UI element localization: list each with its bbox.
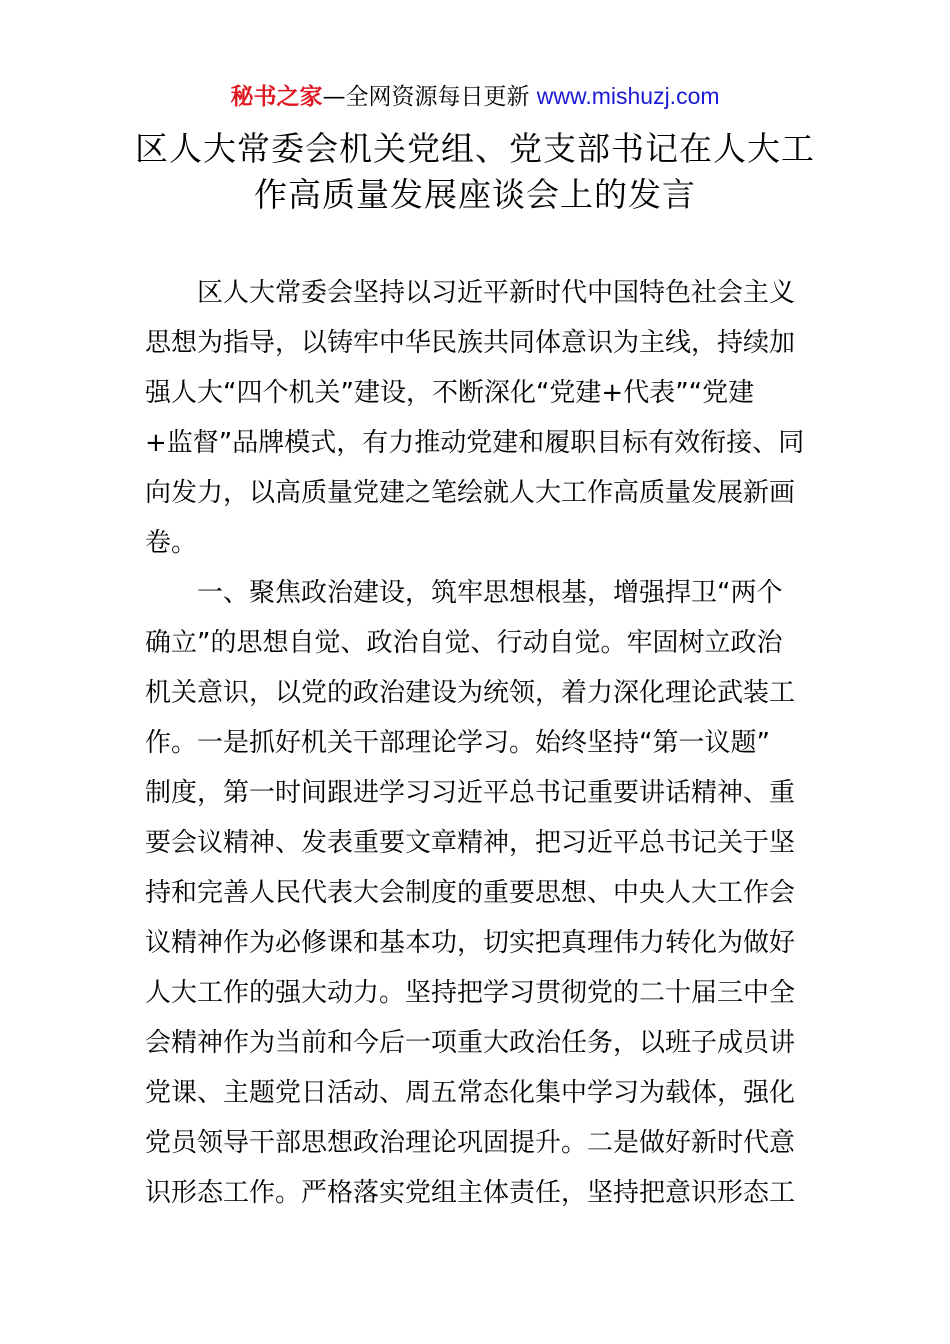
title-line-1: 区人大常委会机关党组、党支部书记在人大工 (135, 129, 815, 168)
body-line: 强人大“四个机关”建设，不断深化“党建+代表”“党建 (145, 378, 755, 408)
body-line: 思想为指导，以铸牢中华民族共同体意识为主线，持续加 (145, 328, 796, 358)
body-line: 卷。 (145, 528, 198, 558)
body-line: 议精神作为必修课和基本功，切实把真理伟力转化为做好 (145, 928, 796, 958)
body-line: 人大工作的强大动力。坚持把学习贯彻党的二十届三中全 (145, 978, 796, 1008)
brand-name: 秘书之家 (230, 84, 323, 110)
body-line: 会精神作为当前和今后一项重大政治任务，以班子成员讲 (145, 1028, 796, 1058)
body-line: 作。一是抓好机关干部理论学习。始终坚持“第一议题” (145, 728, 770, 758)
site-url-link[interactable]: www.mishuzj.com (536, 83, 720, 109)
body-line: 区人大常委会坚持以习近平新时代中国特色社会主义 (197, 278, 796, 308)
body-line: 持和完善人民代表大会制度的重要思想、中央人大工作会 (145, 878, 796, 908)
header-tagline: —全网资源每日更新 (322, 84, 537, 110)
body-line: 机关意识，以党的政治建设为统领，着力深化理论武装工 (145, 678, 796, 708)
site-header (0, 80, 950, 113)
body-line: 党员领导干部思想政治理论巩固提升。二是做好新时代意 (145, 1128, 796, 1158)
body-line: 确立”的思想自觉、政治自觉、行动自觉。牢固树立政治 (145, 628, 783, 658)
title-line-2: 作高质量发展座谈会上的发言 (254, 175, 696, 214)
body-line: 一、聚焦政治建设，筑牢思想根基，增强捍卫“两个 (197, 578, 783, 608)
body-line: 向发力，以高质量党建之笔绘就人大工作高质量发展新画 (145, 478, 796, 508)
body-line: 要会议精神、发表重要文章精神，把习近平总书记关于坚 (145, 828, 796, 858)
body-line: 识形态工作。严格落实党组主体责任，坚持把意识形态工 (145, 1178, 796, 1208)
body-line: 党课、主题党日活动、周五常态化集中学习为载体，强化 (145, 1078, 796, 1108)
document-body (145, 268, 809, 1218)
document-title (0, 126, 950, 218)
body-line: 制度，第一时间跟进学习习近平总书记重要讲话精神、重 (145, 778, 796, 808)
body-line: +监督”品牌模式，有力推动党建和履职目标有效衔接、同 (145, 428, 805, 458)
